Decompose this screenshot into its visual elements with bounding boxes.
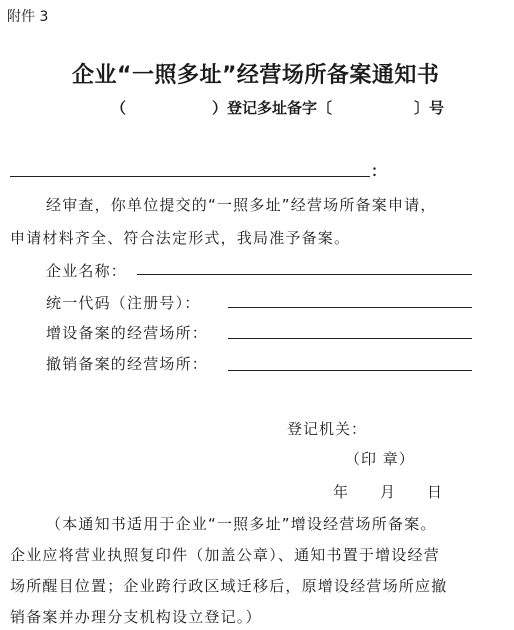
addressee-colon: ： bbox=[371, 162, 387, 180]
attachment-label: 附件 3 bbox=[7, 9, 49, 25]
note-line-3: 场所醒目位置；企业跨行政区域迁移后，原增设经营场所应撤 bbox=[10, 577, 448, 595]
field-label-unified-code: 统一代码（注册号）： bbox=[46, 294, 201, 312]
field-blank-company-name bbox=[137, 274, 472, 275]
registration-authority-label: 登记机关： bbox=[287, 420, 368, 438]
field-label-cancelled-premises: 撤销备案的经营场所： bbox=[46, 355, 209, 373]
doc-number-middle: ）登记多址备字〔 bbox=[212, 99, 333, 117]
body-line-2: 申请材料齐全、符合法定形式，我局准予备案。 bbox=[10, 229, 351, 247]
note-line-2: 企业应将营业执照复印件（加盖公章）、通知书置于增设经营 bbox=[10, 546, 440, 564]
seal-label: （印 章） bbox=[345, 450, 415, 468]
field-blank-added-premises bbox=[228, 338, 472, 339]
field-blank-unified-code bbox=[228, 307, 472, 308]
document-number-line bbox=[111, 97, 444, 118]
field-blank-cancelled-premises bbox=[228, 370, 472, 371]
addressee-blank-line bbox=[10, 176, 370, 177]
date-year-label: 年 bbox=[333, 483, 350, 501]
field-label-added-premises: 增设备案的经营场所： bbox=[46, 324, 209, 342]
date-day-label: 日 bbox=[427, 483, 444, 501]
date-month-label: 月 bbox=[380, 483, 397, 501]
field-label-company-name: 企业名称： bbox=[46, 262, 128, 280]
body-line-1: 经审查，你单位提交的“一照多址”经营场所备案申请， bbox=[46, 196, 437, 214]
note-line-1: （本通知书适用于企业“一照多址”增设经营场所备案。 bbox=[46, 515, 437, 533]
note-line-4: 销备案并办理分支机构设立登记。） bbox=[10, 608, 262, 626]
doc-number-open-paren: （ bbox=[111, 99, 127, 117]
document-title: 企业“一照多址”经营场所备案通知书 bbox=[72, 63, 440, 88]
doc-number-suffix: 〕号 bbox=[414, 99, 445, 117]
